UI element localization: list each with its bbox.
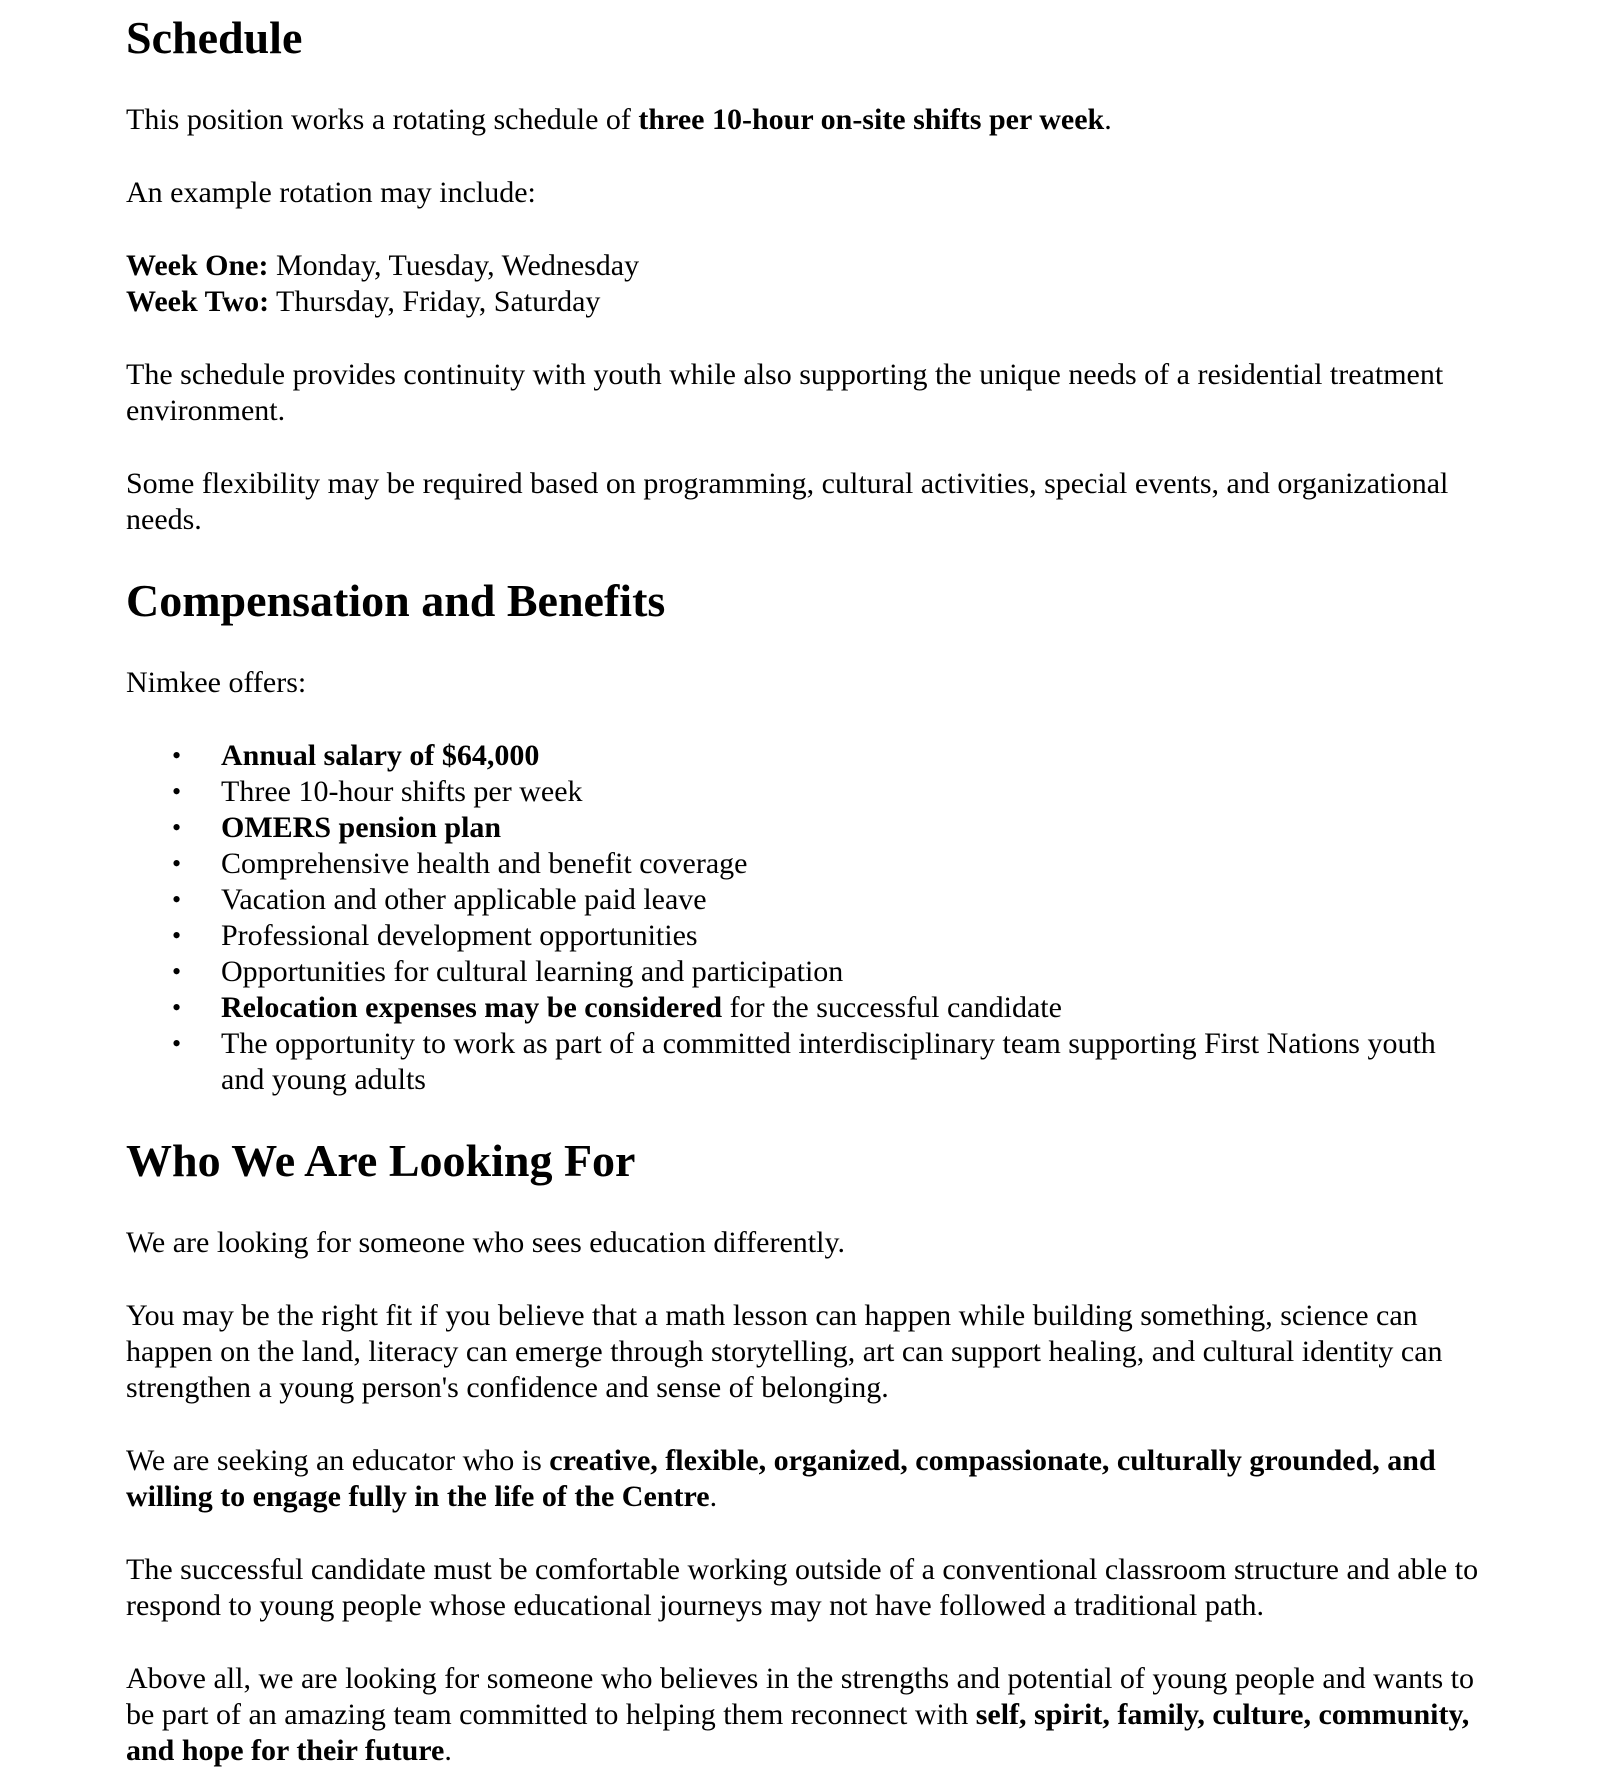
week-one-days: Monday, Tuesday, Wednesday <box>268 248 640 282</box>
schedule-example: An example rotation may include: <box>126 175 536 209</box>
looking-for-p1: We are looking for someone who sees education differently. <box>126 1225 846 1259</box>
benefit-text: Comprehensive health and benefit coverage <box>221 846 748 880</box>
document-page <box>126 0 1486 1769</box>
compensation-heading: Compensation and Benefits <box>126 574 666 626</box>
looking-for-heading: Who We Are Looking For <box>126 1134 636 1186</box>
benefit-item <box>126 990 1486 1026</box>
benefit-text: Three 10-hour shifts per week <box>221 774 583 808</box>
benefit-item <box>126 738 1486 774</box>
week-two-days: Thursday, Friday, Saturday <box>269 284 601 318</box>
looking-for-p5 <box>126 1661 1486 1769</box>
benefit-item <box>126 954 1486 990</box>
schedule-weeks <box>126 248 1486 320</box>
benefit-item <box>126 846 1486 882</box>
benefit-text: Vacation and other applicable paid leave <box>221 882 707 916</box>
looking-for-p2: You may be the right fit if you believe that a math lesson can happen while building something, science can happen on the land, literacy can emerge through storytelling, art can support healing, and cultural identity can strengthen a young person's confidence and sense of belonging. <box>126 1298 1443 1404</box>
compensation-offers: Nimkee offers: <box>126 665 307 699</box>
benefit-text: The opportunity to work as part of a committed interdisciplinary team supporting First Nations youth and young adults <box>221 1026 1436 1096</box>
schedule-intro-bold: three 10-hour on-site shifts per week <box>638 102 1105 136</box>
benefit-text: Opportunities for cultural learning and participation <box>221 954 844 988</box>
benefit-bold: Relocation expenses may be considered <box>221 990 723 1024</box>
week-two-label: Week Two: <box>126 284 270 318</box>
benefit-bold: OMERS pension plan <box>221 810 502 844</box>
schedule-intro <box>126 102 1486 138</box>
looking-for-p3-text: We are seeking an educator who is <box>126 1443 550 1477</box>
looking-for-p3-end: . <box>709 1479 718 1513</box>
benefit-bold: Annual salary of $64,000 <box>221 738 540 772</box>
looking-for-p4: The successful candidate must be comfortable working outside of a conventional classroom structure and able to respond to young people whose educational journeys may not have followed a traditional path. <box>126 1552 1479 1622</box>
schedule-intro-end: . <box>1104 102 1112 136</box>
benefit-text: for the successful candidate <box>722 990 1062 1024</box>
looking-for-p5-end: . <box>444 1733 452 1767</box>
benefit-item <box>126 882 1486 918</box>
looking-for-p5-bold: self, spirit, family, culture, community, and hope for their future <box>126 1697 1470 1767</box>
benefit-item <box>126 810 1486 846</box>
benefits-list <box>126 738 1486 1098</box>
benefit-text: Professional development opportunities <box>221 918 698 952</box>
schedule-intro-text: This position works a rotating schedule of <box>126 102 639 136</box>
looking-for-p3-bold: creative, flexible, organized, compassionate, culturally grounded, and willing to engage fully in the life of the Centre <box>126 1443 1436 1513</box>
looking-for-p5-text: Above all, we are looking for someone who believes in the strengths and potential of young people and wants to be part of an amazing team committed to helping them reconnect with <box>126 1661 1475 1731</box>
benefit-item <box>126 918 1486 954</box>
week-one-label: Week One: <box>126 248 269 282</box>
benefit-item <box>126 1026 1486 1098</box>
looking-for-p3 <box>126 1443 1486 1515</box>
schedule-heading: Schedule <box>126 12 303 63</box>
benefit-item <box>126 774 1486 810</box>
schedule-continuity: The schedule provides continuity with youth while also supporting the unique needs of a residential treatment environment. <box>126 357 1444 427</box>
schedule-flexibility: Some flexibility may be required based on programming, cultural activities, special events, and organizational needs. <box>126 466 1449 536</box>
